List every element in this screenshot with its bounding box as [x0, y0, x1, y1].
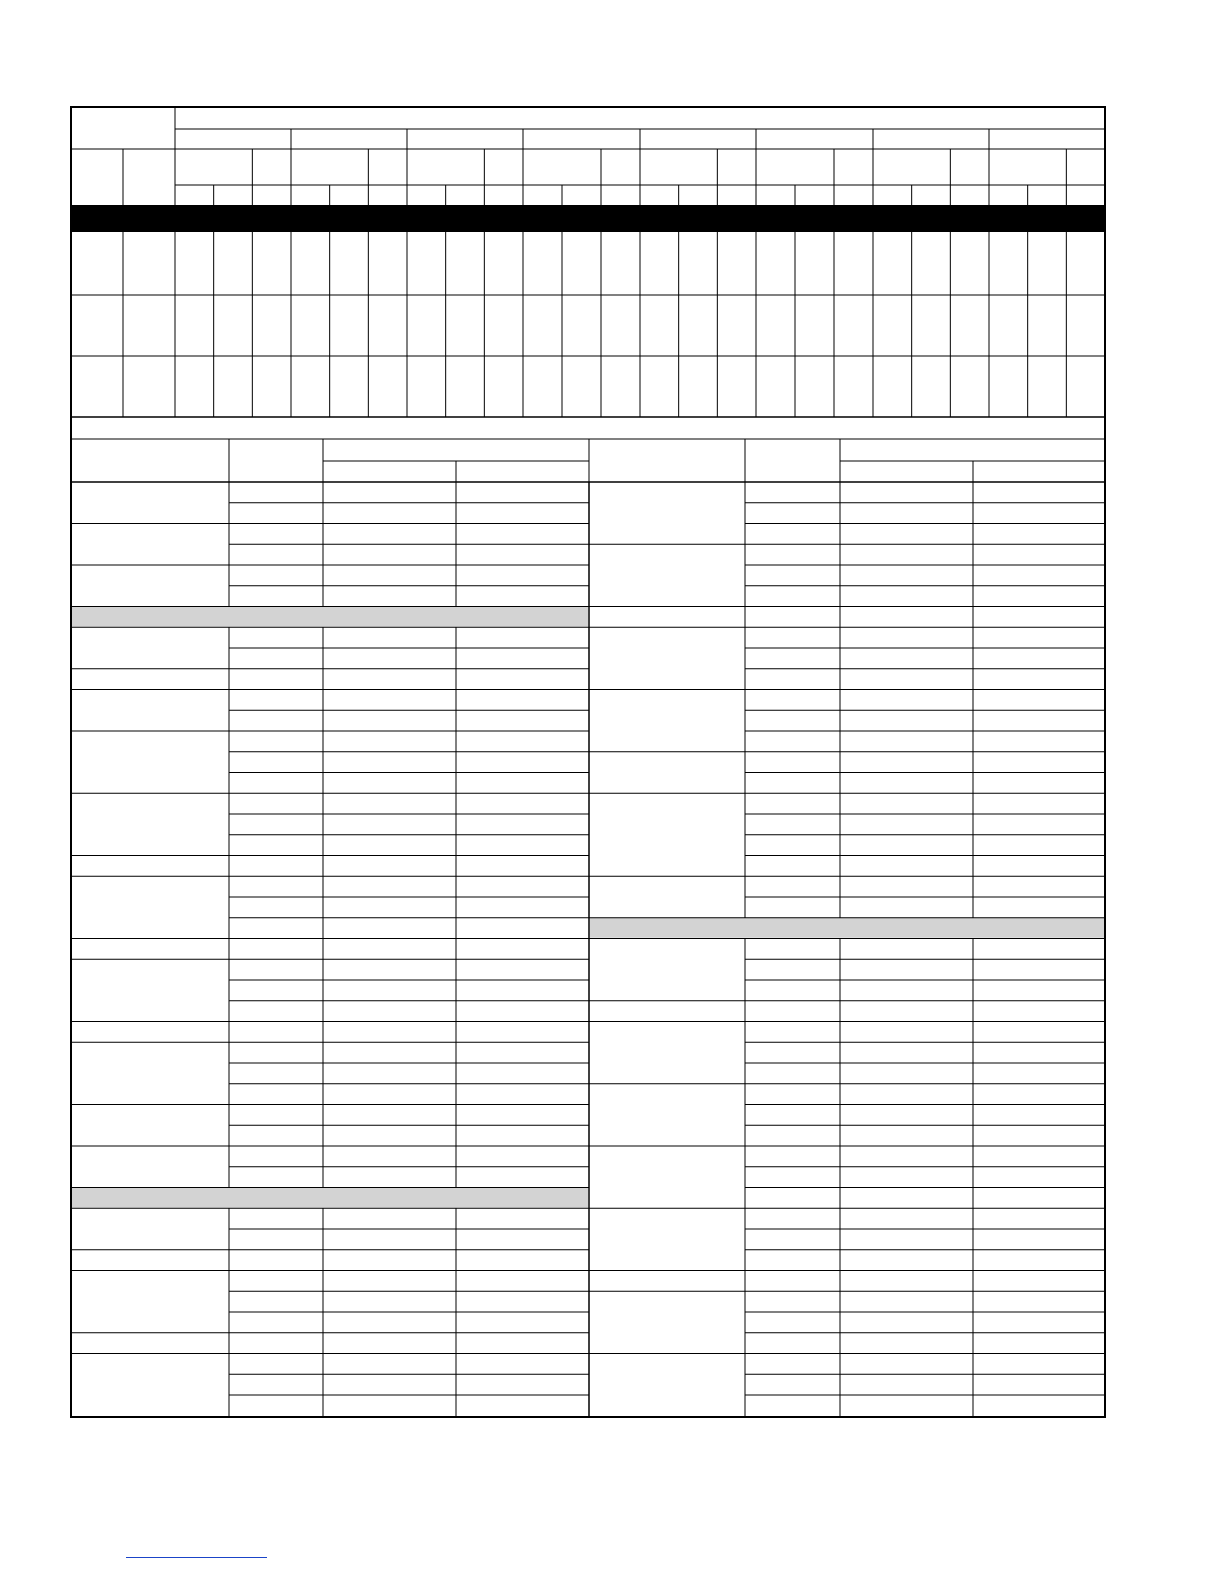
shaded-row-left: [72, 607, 588, 627]
header-band: [71, 205, 1105, 232]
shaded-rows: [72, 607, 1104, 1208]
footer-link-underline[interactable]: [126, 1557, 267, 1558]
grid-lines: [71, 107, 1105, 1417]
shaded-row-left: [72, 1188, 588, 1208]
black-header-band: [71, 205, 1105, 232]
shaded-row-right: [590, 918, 1104, 938]
